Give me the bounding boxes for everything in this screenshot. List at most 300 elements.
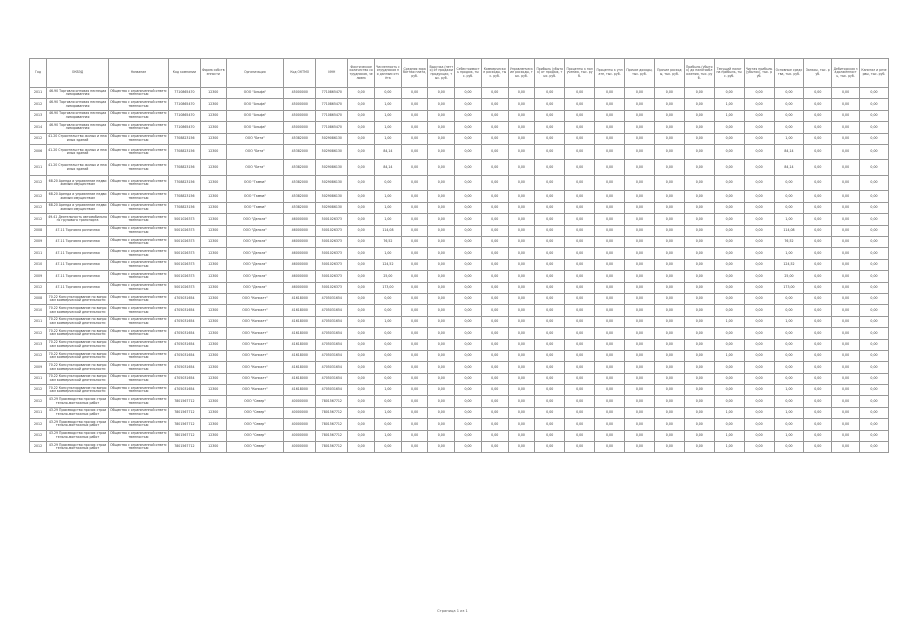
table-cell: 0,00 (654, 191, 684, 202)
table-cell: 0,00 (832, 430, 860, 441)
table-cell: ООО "Альфа" (226, 122, 284, 133)
table-cell: 12300 (200, 191, 226, 202)
table-cell: Общество с ограниченной ответственностью (109, 175, 169, 191)
table-cell: 5001026373 (168, 248, 200, 259)
table-cell: 0,00 (624, 259, 654, 270)
table-row (30, 350, 889, 361)
table-cell: 0,00 (859, 305, 888, 316)
table-cell: 45000000 (284, 99, 316, 110)
table-cell: 0,00 (595, 396, 625, 407)
table-cell: 0,00 (684, 237, 714, 248)
table-cell: 0,00 (624, 144, 654, 160)
table-cell: 0,00 (348, 110, 375, 121)
table-cell: 0,00 (535, 248, 565, 259)
table-cell: 4705031654 (316, 350, 348, 361)
table-cell: 0,00 (508, 350, 535, 361)
table-cell: 0,00 (684, 191, 714, 202)
table-cell: 0,00 (624, 442, 654, 453)
table-cell: 0,00 (804, 373, 832, 384)
table-cell: 0,00 (804, 88, 832, 99)
table-cell: 0,00 (535, 339, 565, 350)
table-cell: 0,00 (624, 133, 654, 144)
table-cell: 12300 (200, 385, 226, 396)
table-cell: 2012 (30, 328, 47, 339)
table-cell: 49.41 Деятельность автомобильного грузового транспорта (47, 214, 109, 225)
table-row (30, 144, 889, 160)
table-cell: 0,00 (565, 88, 595, 99)
table-cell: 0,00 (859, 248, 888, 259)
table-cell: 0,00 (401, 191, 428, 202)
table-cell: 0,00 (744, 305, 774, 316)
table-cell: 0,00 (832, 362, 860, 373)
table-cell: 12300 (200, 175, 226, 191)
table-cell: 0,00 (624, 328, 654, 339)
table-cell: 0,00 (428, 160, 455, 176)
table-cell: 0,00 (744, 430, 774, 441)
column-header: Код ОКТМО (284, 59, 316, 88)
table-cell: 0,00 (744, 271, 774, 282)
table-cell: 0,00 (684, 442, 714, 453)
table-row (30, 385, 889, 396)
table-cell: 0,00 (714, 160, 744, 176)
table-cell: 0,00 (401, 133, 428, 144)
table-cell: 0,00 (624, 373, 654, 384)
table-cell: 0,00 (401, 339, 428, 350)
table-cell: 2012 (30, 442, 47, 453)
table-cell: 70.22 Консультирование по вопросам коммерческой деятельности (47, 373, 109, 384)
table-cell: 0,00 (684, 362, 714, 373)
table-cell: 25,00 (774, 271, 804, 282)
table-cell: 0,00 (774, 110, 804, 121)
column-header: Организация (226, 59, 284, 88)
table-cell: 0,00 (348, 419, 375, 430)
table-cell: 7708823156 (168, 202, 200, 213)
table-cell: 0,00 (804, 237, 832, 248)
table-cell: 0,00 (744, 396, 774, 407)
table-cell: 0,00 (565, 385, 595, 396)
table-cell: 4705031654 (168, 350, 200, 361)
table-cell: 12300 (200, 237, 226, 248)
table-cell: 0,00 (744, 350, 774, 361)
table-cell: 0,00 (535, 293, 565, 304)
table-cell: 4705031654 (316, 362, 348, 373)
table-cell: 0,00 (401, 396, 428, 407)
table-cell: 0,00 (428, 419, 455, 430)
table-cell: 7801567712 (316, 430, 348, 441)
table-row (30, 175, 889, 191)
table-cell: 12300 (200, 442, 226, 453)
table-cell: 0,00 (508, 396, 535, 407)
table-cell: 0,00 (714, 202, 744, 213)
table-cell: 0,00 (428, 259, 455, 270)
table-cell: 0,00 (481, 350, 508, 361)
table-cell: 0,00 (508, 442, 535, 453)
table-row (30, 373, 889, 384)
table-cell: Общество с ограниченной ответственностью (109, 122, 169, 133)
table-cell: 7801567712 (168, 442, 200, 453)
table-cell: 5001026373 (168, 214, 200, 225)
table-cell: 0,00 (774, 202, 804, 213)
table-cell: 0,00 (744, 110, 774, 121)
table-cell: 0,00 (859, 419, 888, 430)
table-cell: 0,00 (455, 271, 482, 282)
table-cell: 1,00 (714, 350, 744, 361)
table-cell: 2012 (30, 282, 47, 293)
table-cell: 0,00 (428, 339, 455, 350)
column-header: Год (30, 59, 47, 88)
table-cell: 0,00 (535, 328, 565, 339)
table-cell: 0,00 (565, 271, 595, 282)
table-cell: ООО "Дельта" (226, 248, 284, 259)
table-cell: 0,00 (832, 442, 860, 453)
table-cell: 0,00 (684, 271, 714, 282)
table-cell: 0,00 (481, 407, 508, 418)
table-cell: 2008 (30, 225, 47, 236)
table-cell: 0,00 (804, 396, 832, 407)
table-cell: 0,00 (684, 133, 714, 144)
table-cell: 47.11 Торговля розничная (47, 225, 109, 236)
table-cell: 0,00 (428, 225, 455, 236)
table-cell: 0,00 (348, 133, 375, 144)
table-cell: 0,00 (481, 293, 508, 304)
table-cell: 84,14 (774, 144, 804, 160)
table-cell: 0,00 (375, 88, 402, 99)
table-cell: 0,00 (624, 419, 654, 430)
table-cell: 0,00 (348, 328, 375, 339)
table-cell: 0,00 (481, 214, 508, 225)
table-cell: ООО "Консалт" (226, 362, 284, 373)
table-cell: 0,00 (774, 88, 804, 99)
table-cell: 0,00 (535, 305, 565, 316)
table-cell: 0,00 (535, 237, 565, 248)
table-cell: 0,00 (565, 373, 595, 384)
table-cell: 45000000 (284, 110, 316, 121)
table-cell: 2013 (30, 110, 47, 121)
table-cell: 0,00 (595, 144, 625, 160)
table-cell: 1,00 (774, 214, 804, 225)
table-cell: 0,00 (428, 316, 455, 327)
table-cell: 2012 (30, 214, 47, 225)
table-cell: 2009 (30, 271, 47, 282)
table-cell: 0,00 (375, 396, 402, 407)
table-cell: 0,00 (774, 293, 804, 304)
table-cell: 41618000 (284, 316, 316, 327)
table-cell: 0,00 (714, 214, 744, 225)
table-cell: 40000000 (284, 430, 316, 441)
table-cell: 0,00 (684, 293, 714, 304)
table-cell: 0,00 (654, 160, 684, 176)
table-cell: 0,00 (595, 362, 625, 373)
table-cell: 0,00 (565, 350, 595, 361)
table-cell: 0,00 (348, 191, 375, 202)
table-cell: 0,00 (595, 430, 625, 441)
table-cell: 0,00 (595, 259, 625, 270)
table-cell: 0,00 (508, 271, 535, 282)
table-row (30, 110, 889, 121)
table-cell: 0,00 (348, 214, 375, 225)
table-cell: 70.22 Консультирование по вопросам коммерческой деятельности (47, 339, 109, 350)
table-cell: 0,00 (804, 214, 832, 225)
table-cell: 0,00 (595, 225, 625, 236)
column-header: Чистая прибыль (убыток), тыс. руб. (744, 59, 774, 88)
table-cell: 43.29 Производство прочих строительно-монтажных работ (47, 419, 109, 430)
table-cell: 0,00 (624, 110, 654, 121)
table-cell: 0,00 (595, 328, 625, 339)
table-cell: 4705031654 (168, 293, 200, 304)
table-cell: 0,00 (508, 362, 535, 373)
table-cell: 0,00 (401, 385, 428, 396)
table-cell: 41618000 (284, 373, 316, 384)
table-cell: 0,00 (714, 419, 744, 430)
table-cell: 0,00 (455, 316, 482, 327)
table-cell: 0,00 (654, 316, 684, 327)
table-cell: 0,00 (455, 293, 482, 304)
table-cell: 0,00 (859, 214, 888, 225)
table-cell: 0,00 (455, 362, 482, 373)
table-cell: 5029086130 (316, 191, 348, 202)
table-cell: 0,00 (535, 202, 565, 213)
table-cell: 1,00 (375, 430, 402, 441)
table-cell: 2008 (30, 293, 47, 304)
table-cell: 1,00 (774, 430, 804, 441)
table-cell: 0,00 (595, 385, 625, 396)
table-cell: 0,00 (428, 305, 455, 316)
table-cell: 0,00 (624, 160, 654, 176)
table-cell: 1,00 (714, 407, 744, 418)
table-cell: 1,00 (375, 99, 402, 110)
table-cell: 2011 (30, 316, 47, 327)
table-cell: 0,00 (535, 419, 565, 430)
table-cell: 0,00 (401, 225, 428, 236)
table-cell: 0,00 (624, 214, 654, 225)
table-cell: 0,00 (565, 122, 595, 133)
table-cell: 0,00 (859, 133, 888, 144)
table-cell: 0,00 (535, 271, 565, 282)
table-cell: ООО "Север" (226, 442, 284, 453)
table-cell: Общество с ограниченной ответственностью (109, 282, 169, 293)
table-cell: 0,00 (832, 328, 860, 339)
table-cell: 5001026373 (316, 271, 348, 282)
table-cell: 0,00 (428, 191, 455, 202)
table-cell: 1,00 (774, 316, 804, 327)
table-cell: 41618000 (284, 305, 316, 316)
column-header: Дебиторская задолженность, тыс. руб. (832, 59, 860, 88)
table-cell: 0,00 (832, 144, 860, 160)
table-cell: 0,00 (684, 419, 714, 430)
table-cell: 0,00 (774, 396, 804, 407)
table-cell: 0,00 (654, 419, 684, 430)
table-cell: 12300 (200, 271, 226, 282)
table-cell: 0,00 (744, 202, 774, 213)
table-cell: 0,00 (375, 362, 402, 373)
table-cell: Общество с ограниченной ответственностью (109, 237, 169, 248)
table-cell: 4705031654 (316, 316, 348, 327)
table-cell: 0,00 (774, 350, 804, 361)
table-cell: 0,00 (348, 248, 375, 259)
table-cell: 0,00 (774, 339, 804, 350)
table-cell: 84,14 (774, 160, 804, 176)
table-cell: 0,00 (401, 259, 428, 270)
table-cell: 0,00 (508, 99, 535, 110)
table-cell: 12300 (200, 373, 226, 384)
table-cell: 0,00 (654, 88, 684, 99)
table-cell: 0,00 (804, 305, 832, 316)
table-cell: 0,00 (508, 110, 535, 121)
table-cell: 41.20 Строительство жилых и нежилых зданий (47, 160, 109, 176)
table-cell: 0,00 (481, 191, 508, 202)
table-cell: 0,00 (535, 442, 565, 453)
table-cell: 0,00 (744, 442, 774, 453)
table-cell: Общество с ограниченной ответственностью (109, 385, 169, 396)
table-cell: 2012 (30, 385, 47, 396)
table-cell: 12300 (200, 259, 226, 270)
table-cell: 1,00 (774, 248, 804, 259)
table-cell: 0,00 (774, 122, 804, 133)
table-cell: 0,00 (595, 350, 625, 361)
table-cell: 0,00 (744, 99, 774, 110)
table-cell: 0,00 (624, 271, 654, 282)
table-row (30, 316, 889, 327)
table-cell: 45000000 (284, 122, 316, 133)
table-cell: 0,00 (684, 99, 714, 110)
table-cell: 0,00 (535, 282, 565, 293)
table-cell: 45382000 (284, 191, 316, 202)
table-cell: 76,52 (774, 237, 804, 248)
table-cell: 0,00 (401, 328, 428, 339)
table-cell: 0,00 (744, 214, 774, 225)
table-cell: 2012 (30, 99, 47, 110)
table-cell: 1,00 (774, 407, 804, 418)
table-cell: 0,00 (804, 282, 832, 293)
table-cell: 0,00 (684, 144, 714, 160)
table-cell: 0,00 (744, 362, 774, 373)
table-cell: 0,00 (654, 442, 684, 453)
table-cell: 0,00 (744, 248, 774, 259)
table-cell: 0,00 (624, 407, 654, 418)
table-cell: 0,00 (401, 248, 428, 259)
table-cell: 5001026373 (316, 259, 348, 270)
table-cell: 0,00 (481, 396, 508, 407)
table-cell: 0,00 (348, 160, 375, 176)
table-cell: 0,00 (714, 133, 744, 144)
table-cell: 0,00 (348, 282, 375, 293)
table-cell: 0,00 (744, 259, 774, 270)
table-cell: 47.11 Торговля розничная (47, 237, 109, 248)
table-cell: 0,00 (714, 305, 744, 316)
table-cell: 0,00 (804, 225, 832, 236)
table-cell: 2006 (30, 144, 47, 160)
table-cell: 0,00 (565, 160, 595, 176)
column-header: Проценты к получению, тыс. руб. (565, 59, 595, 88)
column-header: Коммерческие расходы, тыс. руб. (481, 59, 508, 88)
table-cell: 7710865470 (168, 122, 200, 133)
table-cell: 0,00 (508, 237, 535, 248)
table-cell: 7801567712 (316, 442, 348, 453)
table-cell: 12300 (200, 99, 226, 110)
table-cell: 5001026373 (316, 237, 348, 248)
column-header: ИНН (316, 59, 348, 88)
table-cell: 1,00 (375, 214, 402, 225)
table-cell: 2011 (30, 407, 47, 418)
table-cell: 0,00 (595, 122, 625, 133)
table-cell: 0,00 (714, 396, 744, 407)
table-cell: 2009 (30, 362, 47, 373)
table-cell: 0,00 (481, 225, 508, 236)
table-cell: 0,00 (714, 282, 744, 293)
table-cell: 0,00 (859, 328, 888, 339)
table-cell: 0,00 (481, 271, 508, 282)
table-cell: 0,00 (714, 259, 744, 270)
table-cell: 0,00 (595, 191, 625, 202)
table-cell: 7801567712 (168, 430, 200, 441)
table-cell: 1,00 (714, 99, 744, 110)
table-cell: 0,00 (595, 271, 625, 282)
table-cell: 0,00 (774, 305, 804, 316)
table-cell: 70.22 Консультирование по вопросам коммерческой деятельности (47, 385, 109, 396)
table-cell: 0,00 (832, 373, 860, 384)
table-cell: 0,00 (428, 328, 455, 339)
table-cell: 0,00 (508, 385, 535, 396)
table-cell: 124,52 (375, 259, 402, 270)
table-cell: 0,00 (481, 202, 508, 213)
table-cell: 0,00 (481, 362, 508, 373)
table-row (30, 430, 889, 441)
table-cell: 0,00 (595, 339, 625, 350)
table-cell: 7708823156 (168, 175, 200, 191)
table-cell: 0,00 (508, 419, 535, 430)
table-cell: 0,00 (535, 316, 565, 327)
table-cell: 2012 (30, 396, 47, 407)
table-cell: 0,00 (832, 396, 860, 407)
table-cell: 0,00 (654, 214, 684, 225)
table-cell: Общество с ограниченной ответственностью (109, 350, 169, 361)
table-cell: 0,00 (401, 373, 428, 384)
table-cell: 0,00 (774, 99, 804, 110)
table-cell: 0,00 (804, 259, 832, 270)
table-cell: 0,00 (455, 144, 482, 160)
table-cell: 0,00 (832, 259, 860, 270)
table-cell: 0,00 (565, 293, 595, 304)
table-cell: 2012 (30, 350, 47, 361)
table-cell: 0,00 (804, 293, 832, 304)
table-cell: 0,00 (804, 110, 832, 121)
table-cell: 0,00 (654, 122, 684, 133)
table-cell: Общество с ограниченной ответственностью (109, 339, 169, 350)
table-cell: 0,00 (401, 160, 428, 176)
table-cell: 43.29 Производство прочих строительно-монтажных работ (47, 430, 109, 441)
table-cell: 0,00 (401, 144, 428, 160)
table-cell: 0,00 (684, 88, 714, 99)
table-cell: Общество с ограниченной ответственностью (109, 430, 169, 441)
table-cell: 0,00 (744, 373, 774, 384)
table-cell: 0,00 (535, 396, 565, 407)
table-cell: 0,00 (535, 133, 565, 144)
table-cell: 0,00 (624, 350, 654, 361)
table-row (30, 237, 889, 248)
table-cell: 0,00 (654, 259, 684, 270)
table-cell: 0,00 (375, 339, 402, 350)
table-cell: 0,00 (595, 442, 625, 453)
table-cell: 0,00 (455, 407, 482, 418)
table-cell: 46000000 (284, 259, 316, 270)
table-cell: 0,00 (804, 328, 832, 339)
table-cell: 0,00 (401, 293, 428, 304)
table-cell: 0,00 (565, 259, 595, 270)
table-row (30, 259, 889, 270)
table-cell: 0,00 (804, 362, 832, 373)
table-cell: Общество с ограниченной ответственностью (109, 160, 169, 176)
table-cell: 5001026373 (168, 259, 200, 270)
